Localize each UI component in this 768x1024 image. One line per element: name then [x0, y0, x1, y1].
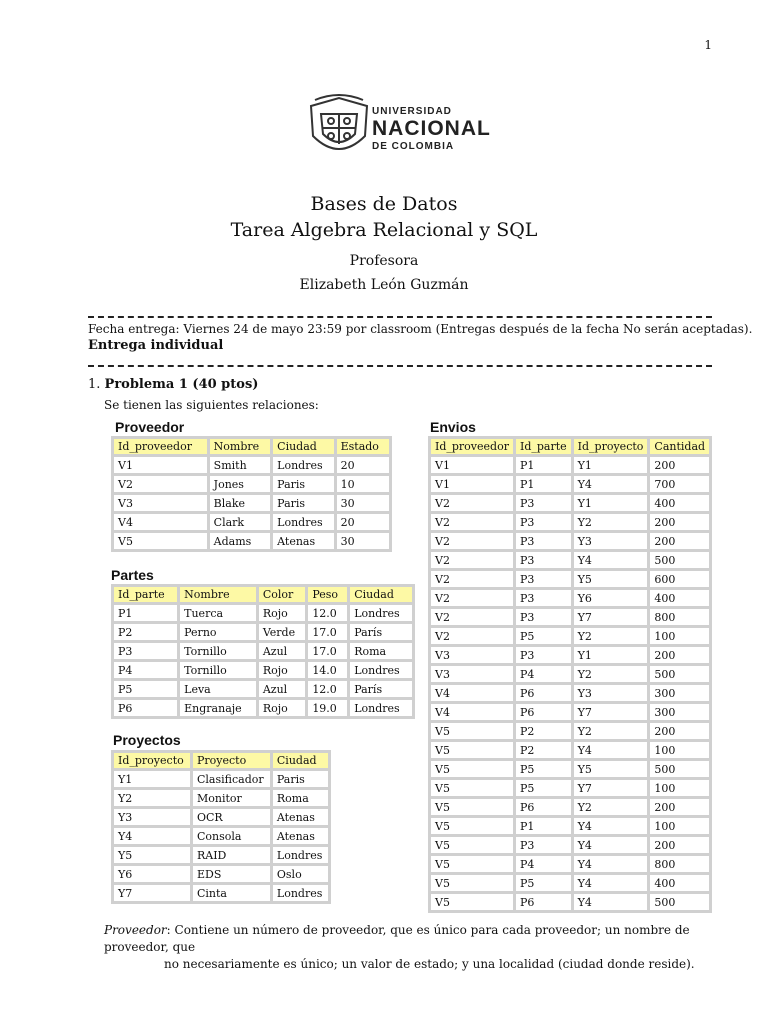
table-cell: P1 — [516, 818, 571, 834]
table-row — [114, 643, 412, 659]
table-cell: Y2 — [114, 790, 190, 806]
table-cell: V3 — [431, 647, 513, 663]
table-cell: V2 — [431, 590, 513, 606]
table-cell: Londres — [350, 662, 412, 678]
table-row — [114, 681, 412, 697]
table-row — [114, 790, 328, 806]
table-cell: V5 — [431, 723, 513, 739]
table-cell: Oslo — [273, 866, 328, 882]
table-cell: Y2 — [574, 799, 648, 815]
table-cell: Jones — [210, 476, 270, 492]
table-cell: P2 — [114, 624, 177, 640]
table-cell: Y4 — [574, 894, 648, 910]
table-cell: Paris — [273, 771, 328, 787]
description-line-1: : Contiene un número de proveedor, que es único para cada proveedor; un nombre de proveedor, que — [104, 923, 690, 954]
table-cell: V5 — [431, 780, 513, 796]
delivery-mode: Entrega individual — [88, 338, 224, 353]
table-cell: Y4 — [574, 552, 648, 568]
table-cell: Monitor — [193, 790, 270, 806]
partes-table — [111, 584, 415, 719]
table-cell: P5 — [516, 875, 571, 891]
table-cell: 100 — [650, 818, 709, 834]
table-cell: Londres — [273, 885, 328, 901]
table-row — [431, 590, 709, 606]
table-cell: 200 — [650, 533, 709, 549]
table-cell: 200 — [650, 647, 709, 663]
table-row — [114, 847, 328, 863]
table-cell: Paris — [273, 495, 333, 511]
table-cell: 20 — [337, 457, 389, 473]
table-cell: Y3 — [574, 533, 648, 549]
table-cell: V2 — [431, 552, 513, 568]
table-cell: 30 — [337, 533, 389, 549]
table-row — [431, 780, 709, 796]
table-cell: 400 — [650, 590, 709, 606]
table-cell: Atenas — [273, 533, 333, 549]
table-cell: Rojo — [259, 662, 305, 678]
table-cell: V4 — [431, 704, 513, 720]
table-cell: V1 — [431, 476, 513, 492]
table-cell: V2 — [431, 533, 513, 549]
table-row — [114, 533, 389, 549]
table-cell: Y2 — [574, 723, 648, 739]
column-header: Cantidad — [650, 439, 709, 454]
table-cell: P6 — [516, 799, 571, 815]
table-cell: 400 — [650, 495, 709, 511]
table-cell: Atenas — [273, 828, 328, 844]
table-row — [431, 628, 709, 644]
table-row — [114, 700, 412, 716]
professor-name: Elizabeth León Guzmán — [299, 277, 469, 293]
dashed-divider-bottom — [88, 365, 712, 367]
table-cell: Y4 — [574, 742, 648, 758]
table-cell: V2 — [431, 571, 513, 587]
table-cell: P3 — [114, 643, 177, 659]
table-cell: V2 — [431, 609, 513, 625]
table-cell: Y2 — [574, 514, 648, 530]
description-line-2: no necesariamente es único; un valor de estado; y una localidad (ciudad donde reside). — [164, 957, 695, 971]
proveedor-table — [111, 436, 392, 552]
table-row — [431, 799, 709, 815]
table-cell: Clark — [210, 514, 270, 530]
table-cell: Consola — [193, 828, 270, 844]
table-cell: V2 — [114, 476, 207, 492]
table-cell: 500 — [650, 666, 709, 682]
table-row — [431, 818, 709, 834]
table-cell: P2 — [516, 723, 571, 739]
table-cell: Y1 — [574, 495, 648, 511]
table-row — [114, 514, 389, 530]
table-cell: Tuerca — [180, 605, 256, 621]
table-cell: P3 — [516, 647, 571, 663]
table-cell: 300 — [650, 704, 709, 720]
proveedor-description — [104, 922, 720, 973]
table-cell: Verde — [259, 624, 305, 640]
table-cell: Y7 — [574, 704, 648, 720]
column-header: Id_parte — [114, 587, 177, 602]
table-row — [114, 885, 328, 901]
table-cell: Y4 — [574, 837, 648, 853]
table-row — [431, 723, 709, 739]
table-cell: Y7 — [114, 885, 190, 901]
table-row — [114, 476, 389, 492]
table-row — [114, 457, 389, 473]
table-cell: Y4 — [574, 875, 648, 891]
column-header: Id_proyecto — [114, 753, 190, 768]
table-row — [431, 609, 709, 625]
table-cell: P3 — [516, 514, 571, 530]
table-cell: V5 — [431, 818, 513, 834]
problem-title: Problema 1 (40 ptos) — [104, 377, 259, 392]
table-cell: P5 — [516, 780, 571, 796]
description-term: Proveedor — [104, 923, 167, 937]
table-cell: 300 — [650, 685, 709, 701]
table-cell: V5 — [431, 837, 513, 853]
table-cell: P1 — [516, 476, 571, 492]
table-cell: 14.0 — [308, 662, 347, 678]
table-cell: Londres — [350, 700, 412, 716]
table-cell: Engranaje — [180, 700, 256, 716]
table-cell: Azul — [259, 681, 305, 697]
table-cell: 10 — [337, 476, 389, 492]
table-cell: Y4 — [574, 818, 648, 834]
dashed-divider-top — [88, 316, 712, 318]
table-cell: 600 — [650, 571, 709, 587]
table-cell: V5 — [114, 533, 207, 549]
table-cell: Clasificador — [193, 771, 270, 787]
header-row — [431, 439, 709, 454]
table-cell: Cinta — [193, 885, 270, 901]
table-cell: EDS — [193, 866, 270, 882]
table-cell: Y4 — [574, 476, 648, 492]
table-cell: 100 — [650, 780, 709, 796]
table-row — [114, 662, 412, 678]
table-cell: Londres — [273, 457, 333, 473]
envios-label: Envios — [430, 419, 476, 435]
table-cell: París — [350, 624, 412, 640]
table-cell: V5 — [431, 875, 513, 891]
due-date: Fecha entrega: Viernes 24 de mayo 23:59 por classroom (Entregas después de la fecha No serán aceptadas). — [88, 322, 753, 336]
table-row — [431, 704, 709, 720]
table-cell: 100 — [650, 628, 709, 644]
table-cell: Rojo — [259, 605, 305, 621]
table-cell: Londres — [350, 605, 412, 621]
table-cell: 400 — [650, 875, 709, 891]
table-row — [431, 533, 709, 549]
table-cell: 500 — [650, 894, 709, 910]
column-header: Id_proveedor — [431, 439, 513, 454]
table-row — [431, 571, 709, 587]
table-cell: 12.0 — [308, 605, 347, 621]
table-cell: Y6 — [574, 590, 648, 606]
table-row — [114, 495, 389, 511]
table-cell: Y1 — [114, 771, 190, 787]
table-cell: P4 — [516, 856, 571, 872]
table-row — [431, 875, 709, 891]
table-cell: P1 — [114, 605, 177, 621]
role-label: Profesora — [349, 253, 419, 269]
table-cell: 700 — [650, 476, 709, 492]
table-cell: 800 — [650, 609, 709, 625]
table-cell: Y2 — [574, 628, 648, 644]
table-cell: 200 — [650, 514, 709, 530]
table-cell: Y4 — [114, 828, 190, 844]
column-header: Ciudad — [273, 439, 333, 454]
table-cell: 30 — [337, 495, 389, 511]
envios-table — [428, 436, 712, 913]
table-row — [114, 828, 328, 844]
column-header: Id_parte — [516, 439, 571, 454]
table-cell: Y5 — [574, 761, 648, 777]
table-row — [114, 866, 328, 882]
table-cell: Leva — [180, 681, 256, 697]
table-cell: V5 — [431, 894, 513, 910]
table-cell: Y1 — [574, 457, 648, 473]
proyectos-table — [111, 750, 331, 904]
table-cell: V4 — [114, 514, 207, 530]
table-cell: Y2 — [574, 666, 648, 682]
table-cell: Blake — [210, 495, 270, 511]
table-cell: 200 — [650, 837, 709, 853]
table-cell: P4 — [114, 662, 177, 678]
table-cell: P3 — [516, 837, 571, 853]
table-cell: P3 — [516, 495, 571, 511]
course-title: Bases de Datos — [310, 193, 458, 215]
table-cell: Y4 — [574, 856, 648, 872]
table-cell: P6 — [516, 685, 571, 701]
table-cell: 200 — [650, 457, 709, 473]
column-header: Nombre — [210, 439, 270, 454]
table-row — [431, 476, 709, 492]
table-row — [431, 495, 709, 511]
page-number: 1 — [704, 38, 712, 52]
table-row — [114, 771, 328, 787]
table-cell: 500 — [650, 552, 709, 568]
table-cell: 500 — [650, 761, 709, 777]
table-row — [114, 624, 412, 640]
logo-line-2: NACIONAL — [372, 117, 491, 140]
table-row — [431, 856, 709, 872]
table-cell: Y5 — [114, 847, 190, 863]
column-header: Color — [259, 587, 305, 602]
problem-number: 1. — [88, 377, 101, 392]
table-cell: Smith — [210, 457, 270, 473]
table-cell: París — [350, 681, 412, 697]
table-cell: Y3 — [114, 809, 190, 825]
table-cell: V3 — [114, 495, 207, 511]
column-header: Peso — [308, 587, 347, 602]
table-cell: Londres — [273, 847, 328, 863]
table-row — [431, 685, 709, 701]
table-cell: V3 — [431, 666, 513, 682]
problem-intro: Se tienen las siguientes relaciones: — [104, 398, 319, 412]
table-row — [431, 742, 709, 758]
table-cell: V5 — [431, 742, 513, 758]
column-header: Id_proveedor — [114, 439, 207, 454]
header-row — [114, 753, 328, 768]
column-header: Ciudad — [350, 587, 412, 602]
table-row — [431, 457, 709, 473]
table-cell: V4 — [431, 685, 513, 701]
table-cell: V2 — [431, 514, 513, 530]
table-cell: Tornillo — [180, 662, 256, 678]
table-cell: OCR — [193, 809, 270, 825]
table-cell: P6 — [114, 700, 177, 716]
table-row — [431, 647, 709, 663]
column-header: Id_proyecto — [574, 439, 648, 454]
assignment-title: Tarea Algebra Relacional y SQL — [230, 219, 538, 241]
table-cell: Tornillo — [180, 643, 256, 659]
table-cell: Rojo — [259, 700, 305, 716]
table-cell: P4 — [516, 666, 571, 682]
table-cell: P5 — [516, 628, 571, 644]
table-row — [431, 552, 709, 568]
table-cell: V2 — [431, 495, 513, 511]
university-wordmark — [372, 106, 491, 152]
table-cell: P3 — [516, 571, 571, 587]
table-cell: Adams — [210, 533, 270, 549]
table-cell: Roma — [350, 643, 412, 659]
table-cell: V1 — [431, 457, 513, 473]
table-cell: 200 — [650, 723, 709, 739]
logo-line-1: UNIVERSIDAD — [372, 106, 452, 117]
table-cell: 17.0 — [308, 643, 347, 659]
table-cell: P3 — [516, 552, 571, 568]
header-row — [114, 439, 389, 454]
table-cell: 100 — [650, 742, 709, 758]
column-header: Proyecto — [193, 753, 270, 768]
table-row — [114, 605, 412, 621]
table-cell: 800 — [650, 856, 709, 872]
table-cell: Paris — [273, 476, 333, 492]
table-row — [431, 837, 709, 853]
table-cell: P2 — [516, 742, 571, 758]
table-cell: 200 — [650, 799, 709, 815]
problem-heading — [88, 377, 258, 392]
table-row — [431, 894, 709, 910]
table-cell: Y6 — [114, 866, 190, 882]
table-cell: P5 — [114, 681, 177, 697]
table-cell: 20 — [337, 514, 389, 530]
table-cell: Roma — [273, 790, 328, 806]
table-cell: RAID — [193, 847, 270, 863]
header-row — [114, 587, 412, 602]
table-cell: Perno — [180, 624, 256, 640]
table-cell: 17.0 — [308, 624, 347, 640]
table-cell: P6 — [516, 704, 571, 720]
table-cell: V2 — [431, 628, 513, 644]
table-row — [431, 666, 709, 682]
table-cell: P6 — [516, 894, 571, 910]
table-cell: Y7 — [574, 609, 648, 625]
table-row — [431, 761, 709, 777]
proveedor-label: Proveedor — [115, 419, 185, 435]
table-cell: P1 — [516, 457, 571, 473]
table-cell: P3 — [516, 609, 571, 625]
column-header: Estado — [337, 439, 389, 454]
table-cell: 12.0 — [308, 681, 347, 697]
table-cell: Y3 — [574, 685, 648, 701]
table-cell: P3 — [516, 590, 571, 606]
table-cell: V1 — [114, 457, 207, 473]
table-cell: P5 — [516, 761, 571, 777]
column-header: Ciudad — [273, 753, 328, 768]
logo-line-3: DE COLOMBIA — [372, 141, 455, 152]
table-cell: Y5 — [574, 571, 648, 587]
table-cell: V5 — [431, 799, 513, 815]
proyectos-label: Proyectos — [113, 732, 181, 748]
table-cell: V5 — [431, 761, 513, 777]
table-cell: Y7 — [574, 780, 648, 796]
table-cell: V5 — [431, 856, 513, 872]
table-cell: Atenas — [273, 809, 328, 825]
table-cell: Londres — [273, 514, 333, 530]
table-row — [431, 514, 709, 530]
table-cell: Azul — [259, 643, 305, 659]
table-cell: Y1 — [574, 647, 648, 663]
table-cell: 19.0 — [308, 700, 347, 716]
table-row — [114, 809, 328, 825]
partes-label: Partes — [111, 567, 154, 583]
table-cell: P3 — [516, 533, 571, 549]
column-header: Nombre — [180, 587, 256, 602]
